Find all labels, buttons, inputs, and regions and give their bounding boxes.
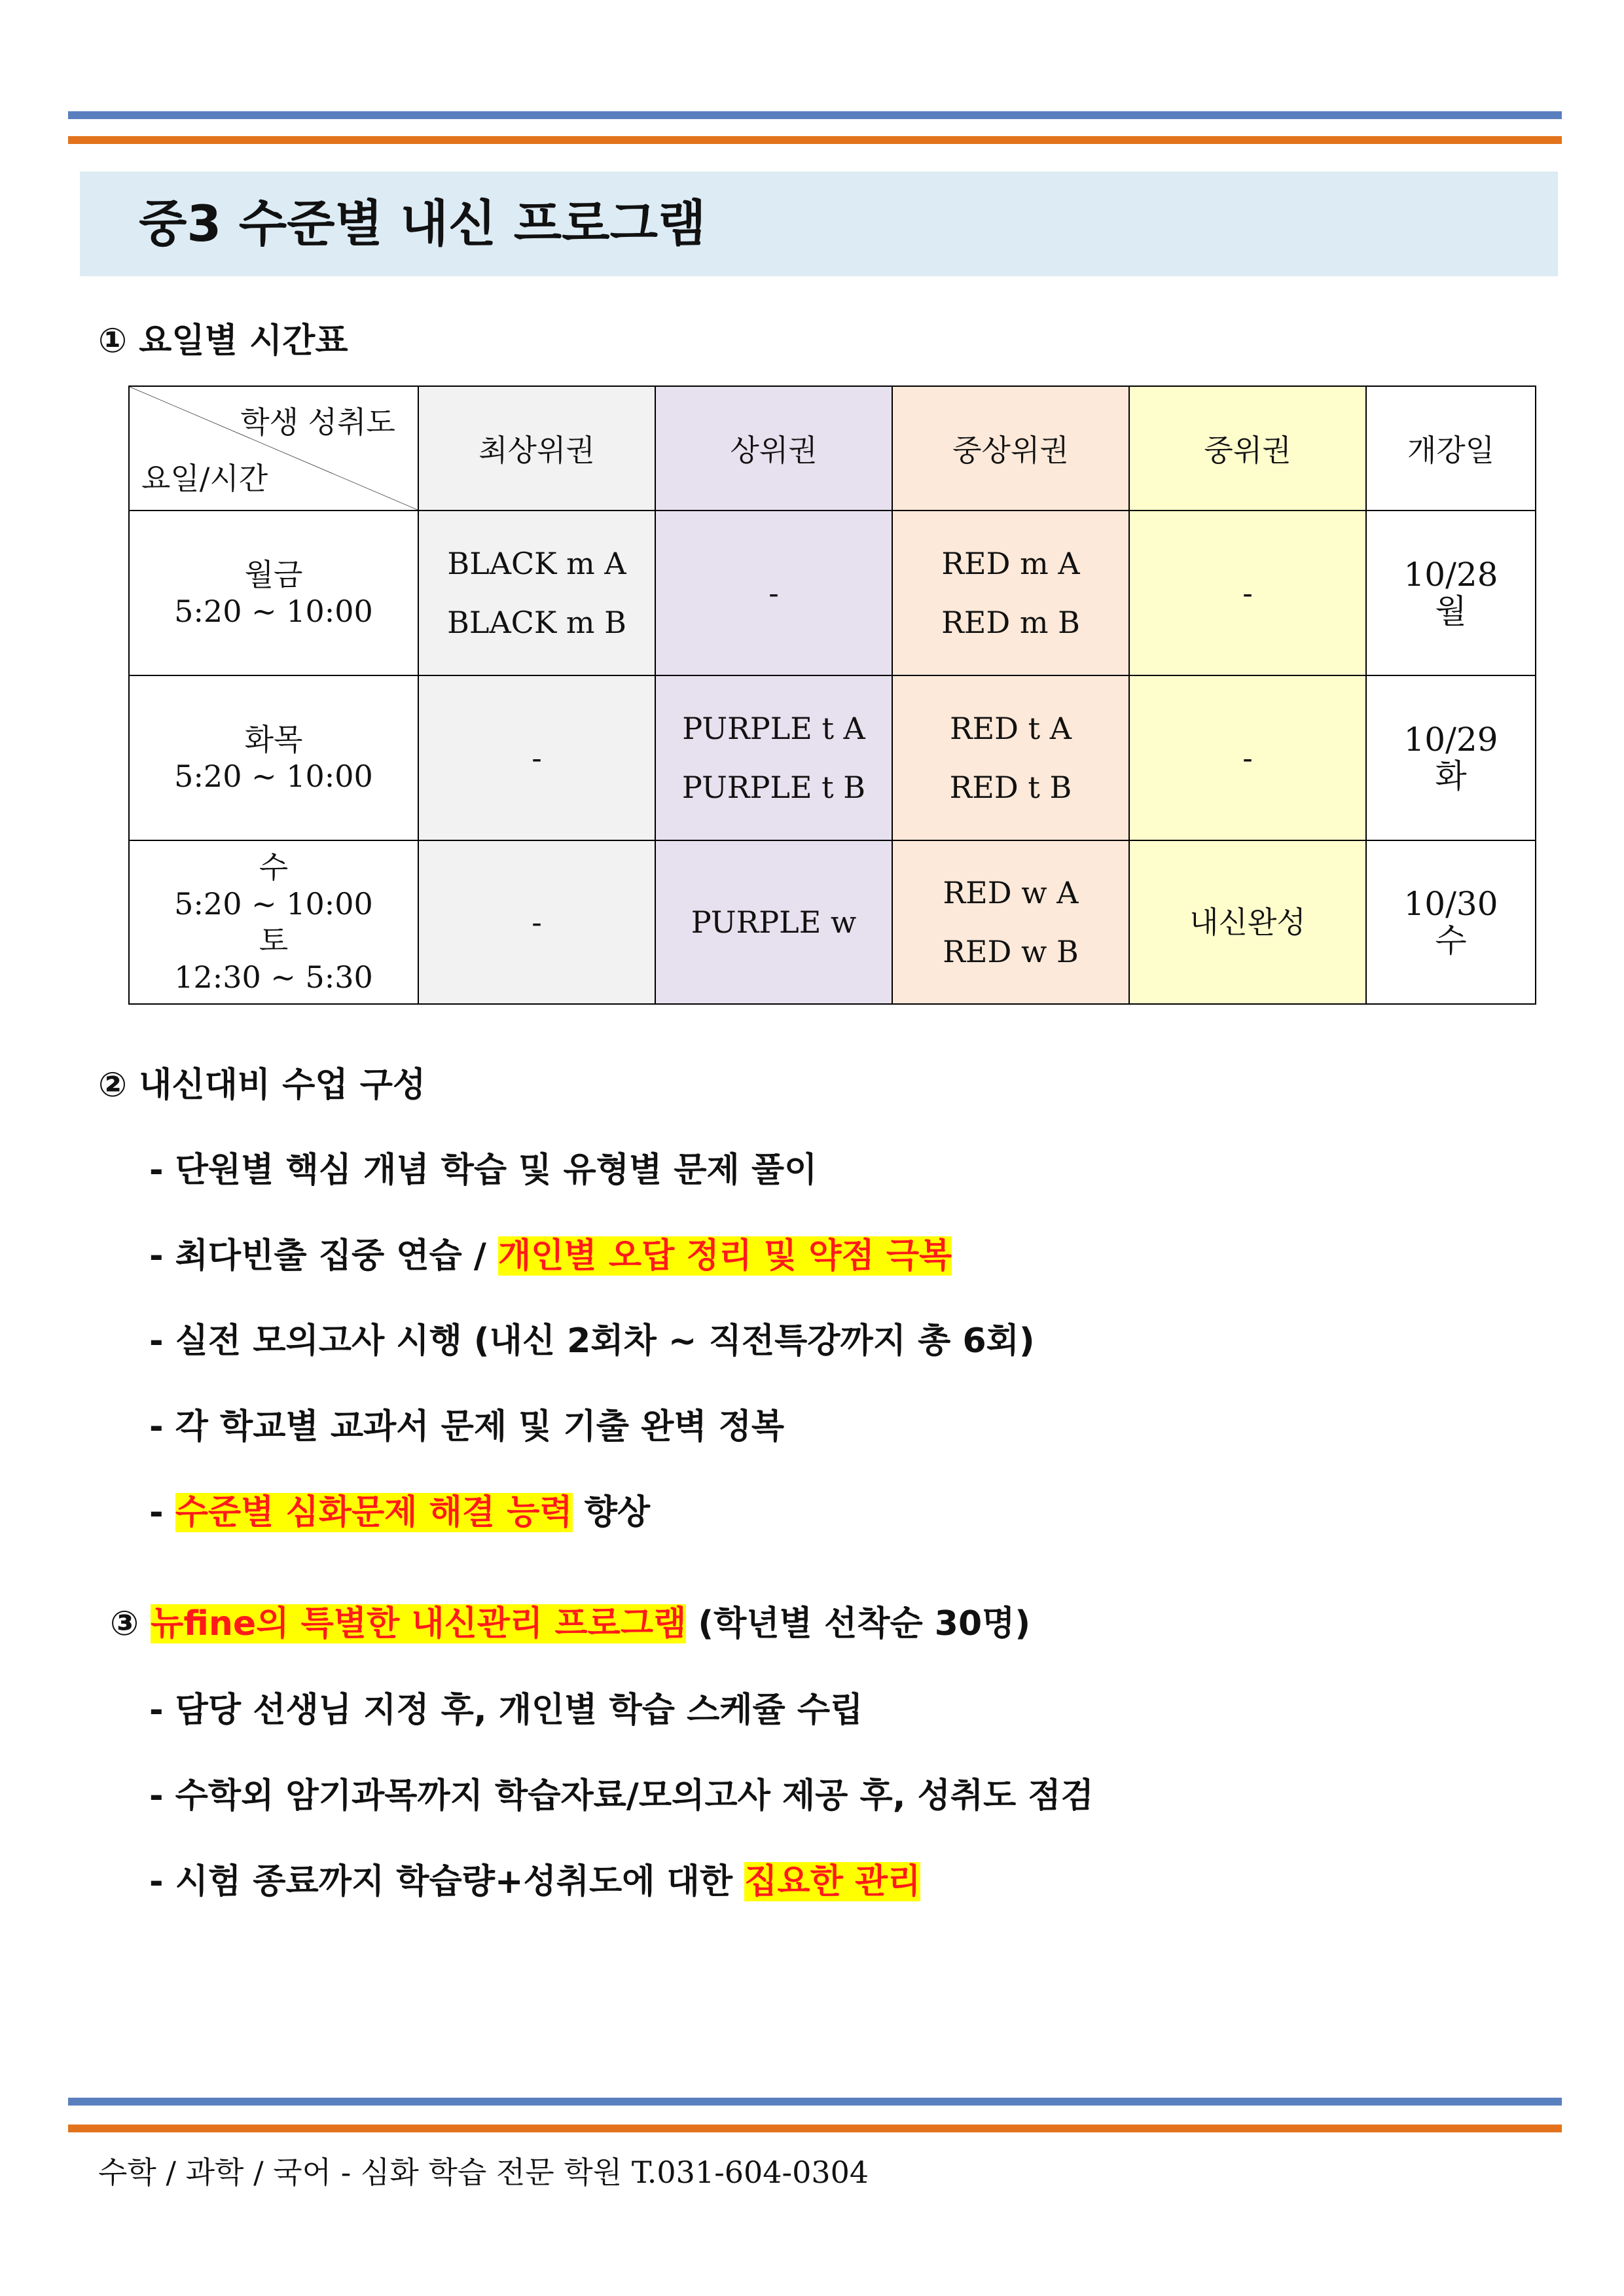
class-cell: -: [655, 511, 892, 675]
col-header-mid: 중위권: [1129, 386, 1366, 511]
class-cell: PURPLE w: [655, 840, 892, 1004]
day-cell: 월금 5:20 ~ 10:00: [129, 511, 418, 675]
class-cell: -: [418, 675, 655, 840]
section2-item-2: - 최다빈출 집중 연습 / 개인별 오답 정리 및 약점 극복: [149, 1236, 952, 1276]
table-row: [129, 511, 1536, 675]
section1-heading: ① 요일별 시간표: [98, 321, 348, 361]
col-header-upper: 상위권: [655, 386, 892, 511]
section2-item-4: - 각 학교별 교과서 문제 및 기출 완벽 정복: [149, 1407, 785, 1446]
corner-cell: [129, 386, 418, 511]
class-cell: -: [1129, 511, 1366, 675]
section2-item-3: - 실전 모의고사 시행 (내신 2회차 ~ 직전특강까지 총 6회): [149, 1321, 1035, 1361]
class-cell: BLACK m A BLACK m B: [418, 511, 655, 675]
table-header-row: [129, 386, 1536, 511]
title-banner: [80, 171, 1558, 276]
class-cell: -: [418, 840, 655, 1004]
section3-heading: ③ 뉴fine의 특별한 내신관리 프로그램 (학년별 선착순 30명): [110, 1604, 1031, 1643]
page-title: 중3 수준별 내신 프로그램: [139, 194, 706, 253]
schedule-table: [128, 386, 1536, 1005]
highlight: 개인별 오답 정리 및 약점 극복: [497, 1236, 952, 1276]
section3-item-3: - 시험 종료까지 학습량+성취도에 대한 집요한 관리: [149, 1862, 921, 1901]
top-rule-blue: [68, 111, 1562, 119]
col-header-top: 최상위권: [418, 386, 655, 511]
start-date-cell: 10/28 월: [1366, 511, 1536, 675]
class-cell: PURPLE t A PURPLE t B: [655, 675, 892, 840]
table-row: [129, 675, 1536, 840]
section3-item-2: - 수학외 암기과목까지 학습자료/모의고사 제공 후, 성취도 점검: [149, 1776, 1094, 1816]
corner-bottom-label: 요일/시간: [141, 461, 268, 496]
class-cell: RED w A RED w B: [892, 840, 1129, 1004]
section3-item-1: - 담당 선생님 지정 후, 개인별 학습 스케쥴 수립: [149, 1691, 863, 1730]
class-cell: RED m A RED m B: [892, 511, 1129, 675]
bottom-rule-blue: [68, 2098, 1562, 2106]
section2-item-5: - 수준별 심화문제 해결 능력 향상: [149, 1493, 651, 1532]
corner-top-label: 학생 성취도: [240, 404, 395, 440]
day-cell: 화목 5:20 ~ 10:00: [129, 675, 418, 840]
class-cell: -: [1129, 675, 1366, 840]
col-header-mid-upper: 중상위권: [892, 386, 1129, 511]
highlight: 집요한 관리: [744, 1862, 921, 1901]
highlight: 뉴fine의 특별한 내신관리 프로그램: [151, 1604, 687, 1643]
section2-heading: ② 내신대비 수업 구성: [98, 1066, 426, 1105]
section2-item-1: - 단원별 핵심 개념 학습 및 유형별 문제 풀이: [149, 1151, 818, 1190]
class-cell: RED t A RED t B: [892, 675, 1129, 840]
top-rule-orange: [68, 136, 1562, 144]
footer-text: 수학 / 과학 / 국어 - 심화 학습 전문 학원 T.031-604-0304: [98, 2155, 869, 2190]
start-date-cell: 10/30 수: [1366, 840, 1536, 1004]
start-date-cell: 10/29 화: [1366, 675, 1536, 840]
col-header-start: 개강일: [1366, 386, 1536, 511]
bottom-rule-orange: [68, 2125, 1562, 2132]
highlight: 수준별 심화문제 해결 능력: [175, 1493, 573, 1532]
table-row: [129, 840, 1536, 1004]
class-cell: 내신완성: [1129, 840, 1366, 1004]
day-cell: 수 5:20 ~ 10:00 토 12:30 ~ 5:30: [129, 840, 418, 1004]
